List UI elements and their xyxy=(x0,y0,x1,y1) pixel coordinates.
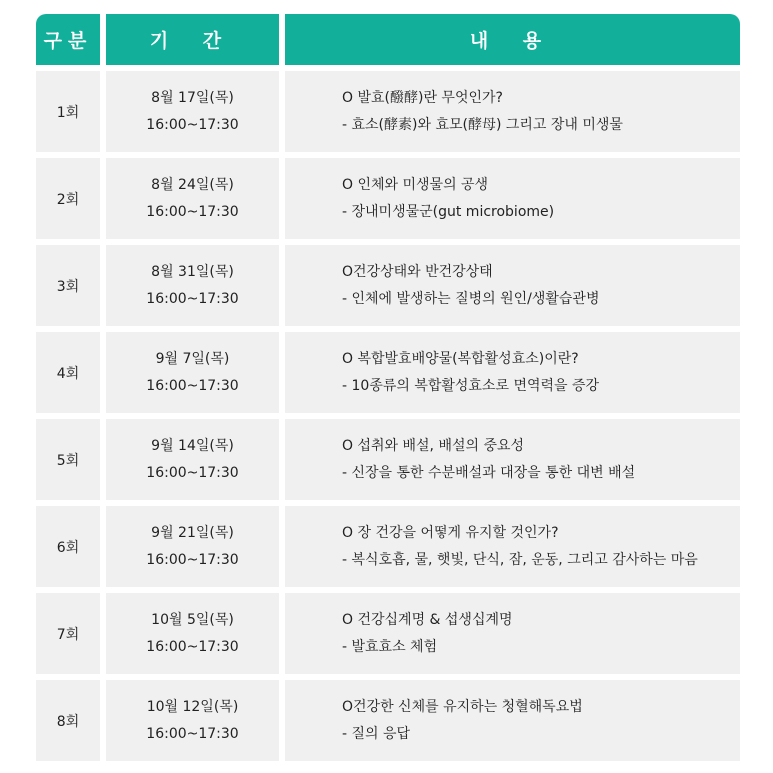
table-row xyxy=(36,593,740,674)
content-cell xyxy=(285,506,740,587)
topic-text: O 발효(醱酵)란 무엇인가? xyxy=(342,89,503,106)
table-row xyxy=(36,680,740,761)
detail-text: - 장내미생물군(gut microbiome) xyxy=(342,203,555,220)
content-cell xyxy=(285,71,740,152)
table-row xyxy=(36,419,740,500)
table-row xyxy=(36,245,740,326)
period-cell xyxy=(106,593,279,674)
content-cell xyxy=(285,593,740,674)
table-row xyxy=(36,71,740,152)
table-header xyxy=(36,14,740,65)
schedule-table xyxy=(36,14,740,767)
header-period: 기 간 xyxy=(106,14,279,65)
period-cell xyxy=(106,332,279,413)
detail-text: - 효소(酵素)와 효모(酵母) 그리고 장내 미생물 xyxy=(342,116,623,133)
time-text: 16:00~17:30 xyxy=(146,377,239,394)
round-cell xyxy=(36,680,100,761)
topic-text: O 섭취와 배설, 배설의 중요성 xyxy=(342,437,525,454)
detail-text: - 신장을 통한 수분배설과 대장을 통한 대변 배설 xyxy=(342,464,636,481)
content-cell xyxy=(285,419,740,500)
date-text: 9월 14일(목) xyxy=(151,437,234,454)
table-row xyxy=(36,332,740,413)
content-cell xyxy=(285,245,740,326)
date-text: 10월 12일(목) xyxy=(146,698,239,715)
time-text: 16:00~17:30 xyxy=(146,116,239,133)
round-label: 5회 xyxy=(56,452,80,469)
detail-text: - 인체에 발생하는 질병의 원인/생활습관병 xyxy=(342,290,600,307)
header-round: 구분 xyxy=(36,14,100,65)
period-cell xyxy=(106,158,279,239)
round-label: 6회 xyxy=(56,539,80,556)
period-cell xyxy=(106,245,279,326)
round-label: 4회 xyxy=(56,365,80,382)
detail-text: - 10종류의 복합활성효소로 면역력을 증강 xyxy=(342,377,600,394)
round-label: 3회 xyxy=(56,278,80,295)
date-text: 9월 21일(목) xyxy=(151,524,234,541)
round-cell xyxy=(36,71,100,152)
table-row xyxy=(36,158,740,239)
time-text: 16:00~17:30 xyxy=(146,464,239,481)
period-cell xyxy=(106,680,279,761)
round-cell xyxy=(36,245,100,326)
round-cell xyxy=(36,506,100,587)
round-cell xyxy=(36,593,100,674)
date-text: 9월 7일(목) xyxy=(155,350,230,367)
topic-text: O 건강십계명 & 섭생십계명 xyxy=(342,611,513,628)
content-cell xyxy=(285,158,740,239)
date-text: 8월 31일(목) xyxy=(151,263,234,280)
date-text: 8월 24일(목) xyxy=(151,176,234,193)
content-cell xyxy=(285,332,740,413)
header-content: 내 용 xyxy=(285,14,740,65)
round-label: 7회 xyxy=(56,626,80,643)
time-text: 16:00~17:30 xyxy=(146,638,239,655)
time-text: 16:00~17:30 xyxy=(146,725,239,742)
round-label: 8회 xyxy=(56,713,80,730)
date-text: 10월 5일(목) xyxy=(151,611,234,628)
topic-text: O건강한 신체를 유지하는 청혈해독요법 xyxy=(342,698,583,715)
content-cell xyxy=(285,680,740,761)
round-cell xyxy=(36,419,100,500)
date-text: 8월 17일(목) xyxy=(151,89,234,106)
topic-text: O 인체와 미생물의 공생 xyxy=(342,176,489,193)
detail-text: - 발효효소 체험 xyxy=(342,638,438,655)
table-body xyxy=(36,71,740,761)
round-cell xyxy=(36,332,100,413)
detail-text: - 복식호흡, 물, 햇빛, 단식, 잠, 운동, 그리고 감사하는 마음 xyxy=(342,551,698,568)
topic-text: O 장 건강을 어떻게 유지할 것인가? xyxy=(342,524,559,541)
round-label: 1회 xyxy=(56,104,80,121)
detail-text: - 질의 응답 xyxy=(342,725,411,742)
topic-text: O건강상태와 반건강상태 xyxy=(342,263,493,280)
period-cell xyxy=(106,71,279,152)
time-text: 16:00~17:30 xyxy=(146,551,239,568)
round-cell xyxy=(36,158,100,239)
topic-text: O 복합발효배양물(복합활성효소)이란? xyxy=(342,350,579,367)
period-cell xyxy=(106,419,279,500)
table-row xyxy=(36,506,740,587)
period-cell xyxy=(106,506,279,587)
time-text: 16:00~17:30 xyxy=(146,203,239,220)
time-text: 16:00~17:30 xyxy=(146,290,239,307)
round-label: 2회 xyxy=(56,191,80,208)
